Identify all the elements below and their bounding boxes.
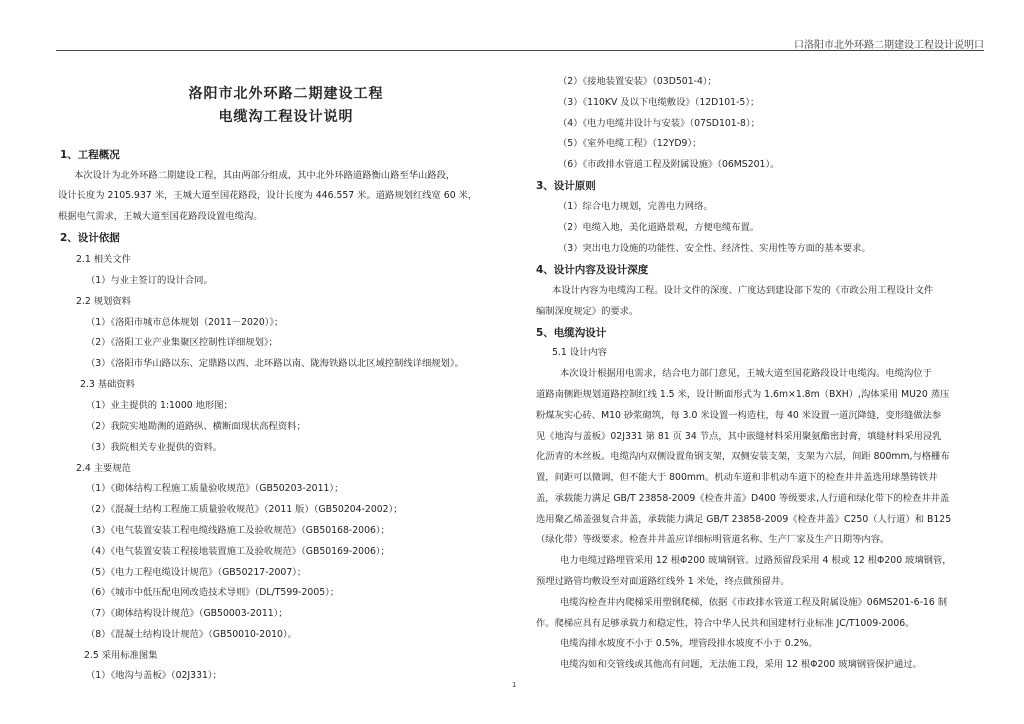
paragraph-line: 预埋过路管均敷设至对面道路红线外 1 米处，终点做预留井。 [536, 576, 790, 587]
list-item: （1）业主提供的 1:1000 地形图； [86, 400, 233, 411]
paragraph-line: 本设计内容为电缆沟工程。设计文件的深度、广度达到建设部下发的《市政公用工程设计文件 [552, 285, 934, 296]
paragraph-line: 粉煤灰实心砖、M10 砂浆砌筑，每 3.0 米设置一构造柱，每 40 米设置一道沉降缝，变形缝做法参 [536, 410, 942, 421]
paragraph-line: 电缆沟检查井内爬梯采用塑钢爬梯，依据《市政排水管道工程及附属设施》06MS201-6-16 制 [560, 597, 948, 608]
paragraph-line: 作。爬梯应具有足够承载力和稳定性，符合中华人民共和国建材行业标准 JC/T1009-2006。 [536, 618, 915, 629]
section-5-heading: 5、电缆沟设计 [536, 327, 607, 339]
section-2-heading: 2、设计依据 [60, 232, 120, 244]
list-item: （1）《砌体结构工程施工质量验收规范》（GB50203-2011）； [86, 483, 344, 494]
list-item: （2）《洛阳工业产业集聚区控制性详细规划》； [86, 337, 278, 348]
paragraph-line: 电缆沟排水坡度不小于 0.5%，埋管段排水坡度不小于 0.2%。 [560, 638, 818, 649]
paragraph-line: 电力电缆过路埋管采用 12 根Φ200 玻璃钢管。过路预留段采用 4 根或 12 根Φ200 玻璃钢管， [560, 555, 952, 566]
list-item: （3）《洛阳市华山路以东、定鼎路以西、北环路以南、陇海铁路以北区域控制线详细规划》。 [86, 358, 464, 369]
paragraph-line: 设计长度为 2105.937 米，王城大道至国花路段，设计长度为 446.557 米。道路规划红线宽 60 米， [58, 190, 478, 201]
paragraph-line: 见《地沟与盖板》02J331 第 81 页 34 节点，其中嵌缝材料采用聚氨酯密封膏，填缝材料采用浸乳 [536, 431, 942, 442]
list-item: （6）《城市中低压配电网改造技术导则》（DL/T599-2005）； [86, 587, 340, 598]
paragraph-line: 编制深度规定》的要求。 [536, 306, 639, 317]
page-number: 1 [512, 681, 517, 689]
list-item: （2）《混凝土结构工程施工质量验收规范》（2011 版）（GB50204-2002）； [86, 504, 403, 515]
paragraph-line: （绿化带）等级要求。检查井井盖应详细标明管道名称、生产厂家及生产日期等内容。 [536, 534, 890, 545]
paragraph-line: 道路南侧距规划道路控制红线 1.5 米，设计断面形式为 1.6m×1.8m（BXH）,沟体采用 MU20 蒸压 [536, 389, 950, 400]
list-item: （5）《电力工程电缆设计规范》（GB50217-2007）； [86, 567, 307, 578]
sub-title: 电缆沟工程设计说明 [218, 109, 354, 125]
subsection-2-1: 2.1 相关文件 [76, 254, 131, 265]
subsection-5-1: 5.1 设计内容 [552, 347, 607, 358]
section-1-heading: 1、工程概况 [60, 149, 120, 161]
paragraph-line: 化沥青的木丝板。电缆沟内双侧设置角钢支架，双侧安装支架，支架为六层，间距 800mm,与格栅布 [536, 451, 950, 462]
list-item: （1）《地沟与盖板》（02J331）； [86, 670, 222, 681]
list-item: （2）《接地装置安装》（03D501-4）； [558, 76, 717, 87]
list-item: （1）综合电力规划，完善电力网络。 [558, 201, 713, 212]
paragraph-line: 根据电气需求，王城大道至国花路段设置电缆沟。 [58, 211, 263, 222]
list-item: （3）突出电力设施的功能性、安全性、经济性、实用性等方面的基本要求。 [558, 243, 871, 254]
paragraph-line: 盖，承载能力满足 GB/T 23858-2009《检查井盖》D400 等级要求,人行道和绿化带下的检查井井盖 [536, 493, 950, 504]
list-item: （1）与业主签订的设计合同。 [86, 275, 213, 286]
paragraph-line: 本次设计为北外环路二期建设工程，其由两部分组成，其中北外环路道路衡山路至华山路段， [74, 170, 456, 181]
subsection-2-2: 2.2 规划资料 [76, 296, 131, 307]
section-4-heading: 4、设计内容及设计深度 [536, 264, 649, 276]
list-item: （4）《电力电缆井设计与安装》（07SD101-8）； [558, 118, 760, 129]
list-item: （2）电缆入地，美化道路景观，方便电缆布置。 [558, 222, 760, 233]
list-item: （8）《混凝土结构设计规范》（GB50010-2010）。 [86, 629, 297, 640]
list-item: （4）《电气装置安装工程接地装置施工及验收规范》（GB50169-2006）； [86, 546, 390, 557]
paragraph-line: 本次设计根据用电需求，结合电力部门意见，王城大道至国花路段设计电缆沟。电缆沟位于 [560, 368, 932, 379]
list-item: （1）《洛阳市城市总体规划（2011－2020）》； [86, 317, 284, 328]
paragraph-line: 置，间距可以微调，但不能大于 800mm。机动车道和非机动车道下的检查井井盖选用球墨铸铁井 [536, 472, 938, 483]
subsection-2-3: 2.3 基础资料 [80, 379, 135, 390]
section-3-heading: 3、设计原则 [536, 180, 596, 192]
list-item: （2）我院实地勘测的道路纵、横断面现状高程资料； [86, 421, 306, 432]
paragraph-line: 电缆沟如和交管线或其他高有问题，无法施工段，采用 12 根Φ200 玻璃钢管保护通过。 [560, 659, 922, 670]
list-item: （3）《电气装置安装工程电缆线路施工及验收规范》（GB50168-2006）； [86, 525, 390, 536]
subsection-2-4: 2.4 主要规范 [76, 463, 131, 474]
main-title: 洛阳市北外环路二期建设工程 [188, 86, 384, 102]
list-item: （3）我院相关专业提供的资料。 [86, 442, 223, 453]
paragraph-line: 选用聚乙烯盖强复合井盖，承载能力满足 GB/T 23858-2009《检查井盖》C250（人行道）和 B125 [536, 514, 952, 525]
header-doc-title: 口洛阳市北外环路二期建设工程设计说明口 [794, 40, 984, 51]
list-item: （3）《110KV 及以下电缆敷设》（12D101-5）； [558, 97, 760, 108]
subsection-2-5: 2.5 采用标准图集 [84, 650, 158, 661]
list-item: （6）《市政排水管道工程及附属设施》（06MS201）。 [558, 159, 780, 170]
list-item: （7）《砌体结构设计规范》（GB50003-2011）； [86, 608, 288, 619]
list-item: （5）《室外电缆工程》（12YD9）； [558, 138, 702, 149]
